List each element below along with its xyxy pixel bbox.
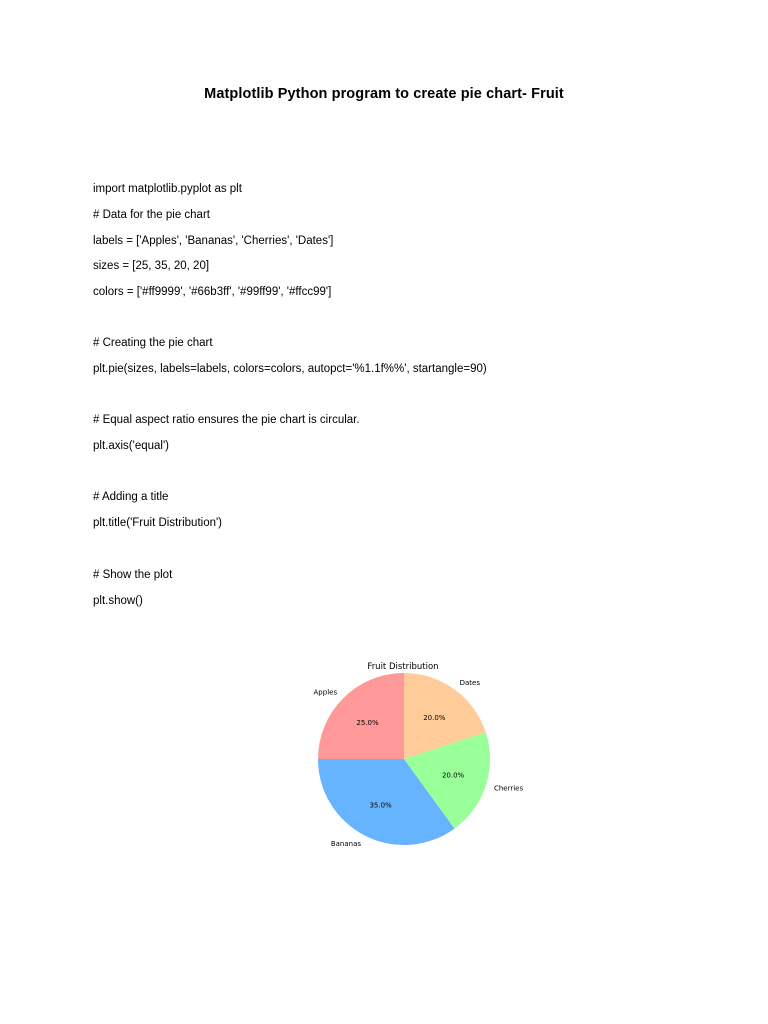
code-line-comment-create: # Creating the pie chart [93,337,213,349]
pie-chart-svg [290,652,550,852]
code-line-sizes: sizes = [25, 35, 20, 20] [93,260,210,272]
code-line-show: plt.show() [93,595,143,607]
pie-label-dates: Dates [459,678,480,687]
code-line-comment-data: # Data for the pie chart [93,209,210,221]
code-line-labels: labels = ['Apples', 'Bananas', 'Cherries', 'Dates'] [93,235,334,247]
code-line-title: plt.title('Fruit Distribution') [93,517,223,529]
code-line-comment-show: # Show the plot [93,569,173,581]
pie-chart [290,652,550,852]
code-line-axis: plt.axis('equal') [93,440,169,452]
pie-slices [318,673,490,845]
code-line-comment-title: # Adding a title [93,491,169,503]
pie-label-bananas: Bananas [330,839,362,848]
code-line-pie-call: plt.pie(sizes, labels=labels, colors=colors, autopct='%1.1f%%', startangle=90) [93,363,487,375]
chart-title: Fruit Distribution [367,662,439,672]
page-title: Matplotlib Python program to create pie chart- Fruit [204,86,564,102]
pie-label-apples: Apples [313,688,338,697]
pie-percent-cherries: 20.0% [441,771,465,780]
pie-label-cherries: Cherries [493,784,524,793]
code-line-colors: colors = ['#ff9999', '#66b3ff', '#99ff99', '#ffcc99'] [93,286,332,298]
code-line-comment-aspect: # Equal aspect ratio ensures the pie chart is circular. [93,414,360,426]
pie-slice-apples [318,673,404,759]
pie-percent-apples: 25.0% [356,719,379,728]
pie-percent-bananas: 35.0% [369,801,392,810]
code-line-import: import matplotlib.pyplot as plt [93,183,242,195]
pie-percent-dates: 20.0% [423,713,446,722]
